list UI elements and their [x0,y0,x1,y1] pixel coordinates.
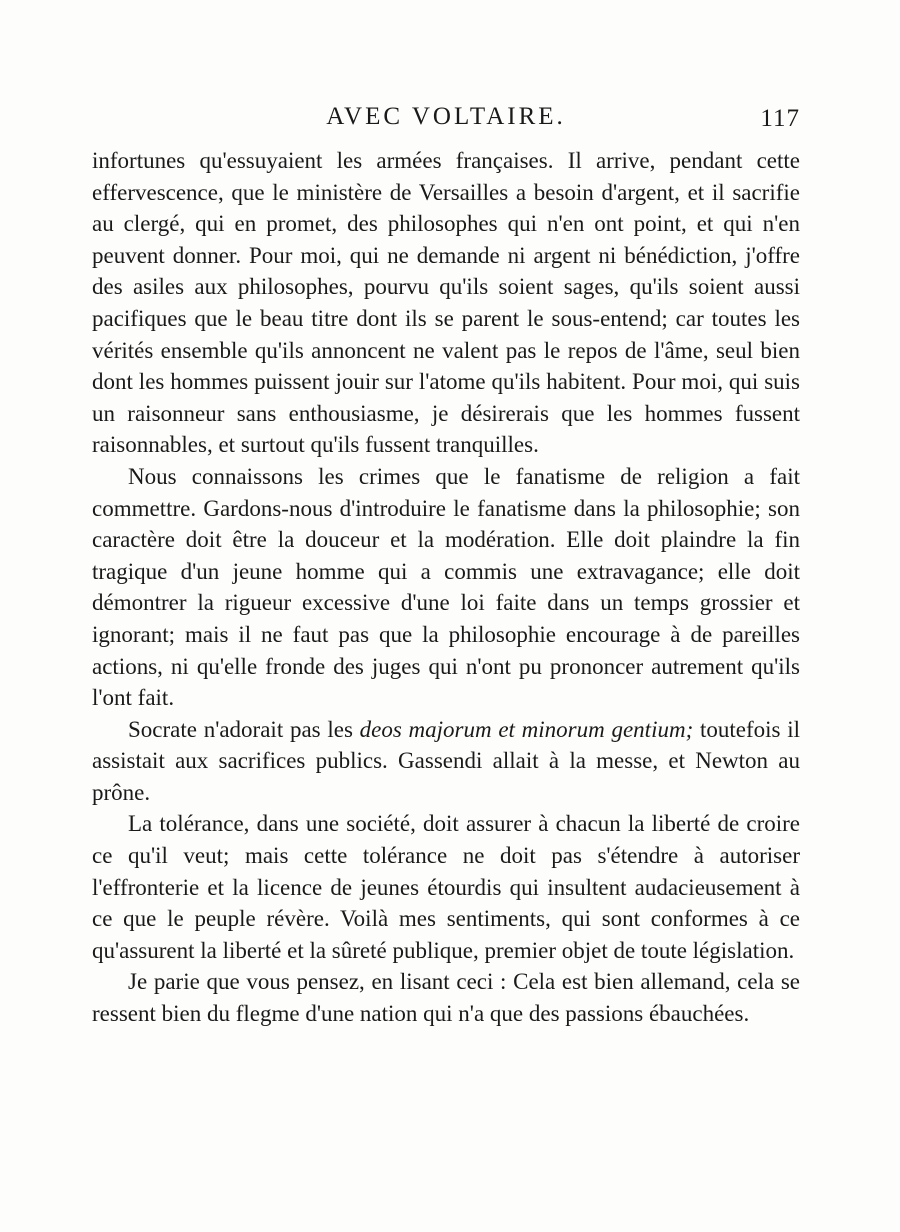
paragraph-text: Socrate n'adorait pas les [128,716,360,742]
page-number: 117 [760,105,800,132]
latin-phrase: deos majorum et minorum gentium; [359,716,694,742]
paragraph: La tolérance, dans une société, doit assurer à chacun la liberté de croire ce qu'il veut; mais cette tolérance ne doit pas s'étendre à autoriser l'effronterie et la licence de jeunes étourdis qui insultent audacieusement à ce que le peuple révère. Voilà mes sentiments, qui sont conformes à ce qu'assurent la liberté et la sûreté publique, premier objet de toute législation. [92,811,800,963]
paragraph: Je parie que vous pensez, en lisant ceci : Cela est bien allemand, cela se ressent bien du flegme d'une nation qui n'a que des passions ébauchées. [92,969,800,1027]
paragraph-text: toutefois il assistait aux sacrifices publics. Gassendi allait à la messe, et Newton au prône. [92,716,800,805]
paragraph [92,714,800,809]
paragraph-continuation: infortunes qu'essuyaient les armées françaises. Il arrive, pendant cette effervescence, que le ministère de Versailles a besoin d'argent, et il sacrifie au clergé, qui en promet, des philosophes qui n'en ont point, et qui n'en peuvent donner. Pour moi, qui ne demande ni argent ni bénédiction, j'offre des asiles aux philosophes, pourvu qu'ils soient sages, qu'ils soient aussi pacifiques que le beau titre dont ils se parent le sous-entend; car toutes les vérités ensemble qu'ils annoncent ne valent pas le repos de l'âme, seul bien dont les hommes puissent jouir sur l'atome qu'ils habitent. Pour moi, qui suis un raisonneur sans enthousiasme, je désirerais que les hommes fussent raisonnables, et surtout qu'ils fussent tranquilles. [92,148,800,458]
body-text [92,145,800,1030]
running-title: AVEC VOLTAIRE. [326,103,566,130]
paragraph: Nous connaissons les crimes que le fanatisme de religion a fait commettre. Gardons-nous d'introduire le fanatisme dans la philosophie; son caractère doit être la douceur et la modération. Elle doit plaindre la fin tragique d'un jeune homme qui a commis une extravagance; elle doit démontrer la rigueur excessive d'une loi faite dans un temps grossier et ignorant; mais il ne faut pas que la philosophie encourage à de pareilles actions, ni qu'elle fronde des juges qui n'ont pu prononcer autrement qu'ils l'ont fait. [92,463,800,711]
running-head [92,100,800,134]
